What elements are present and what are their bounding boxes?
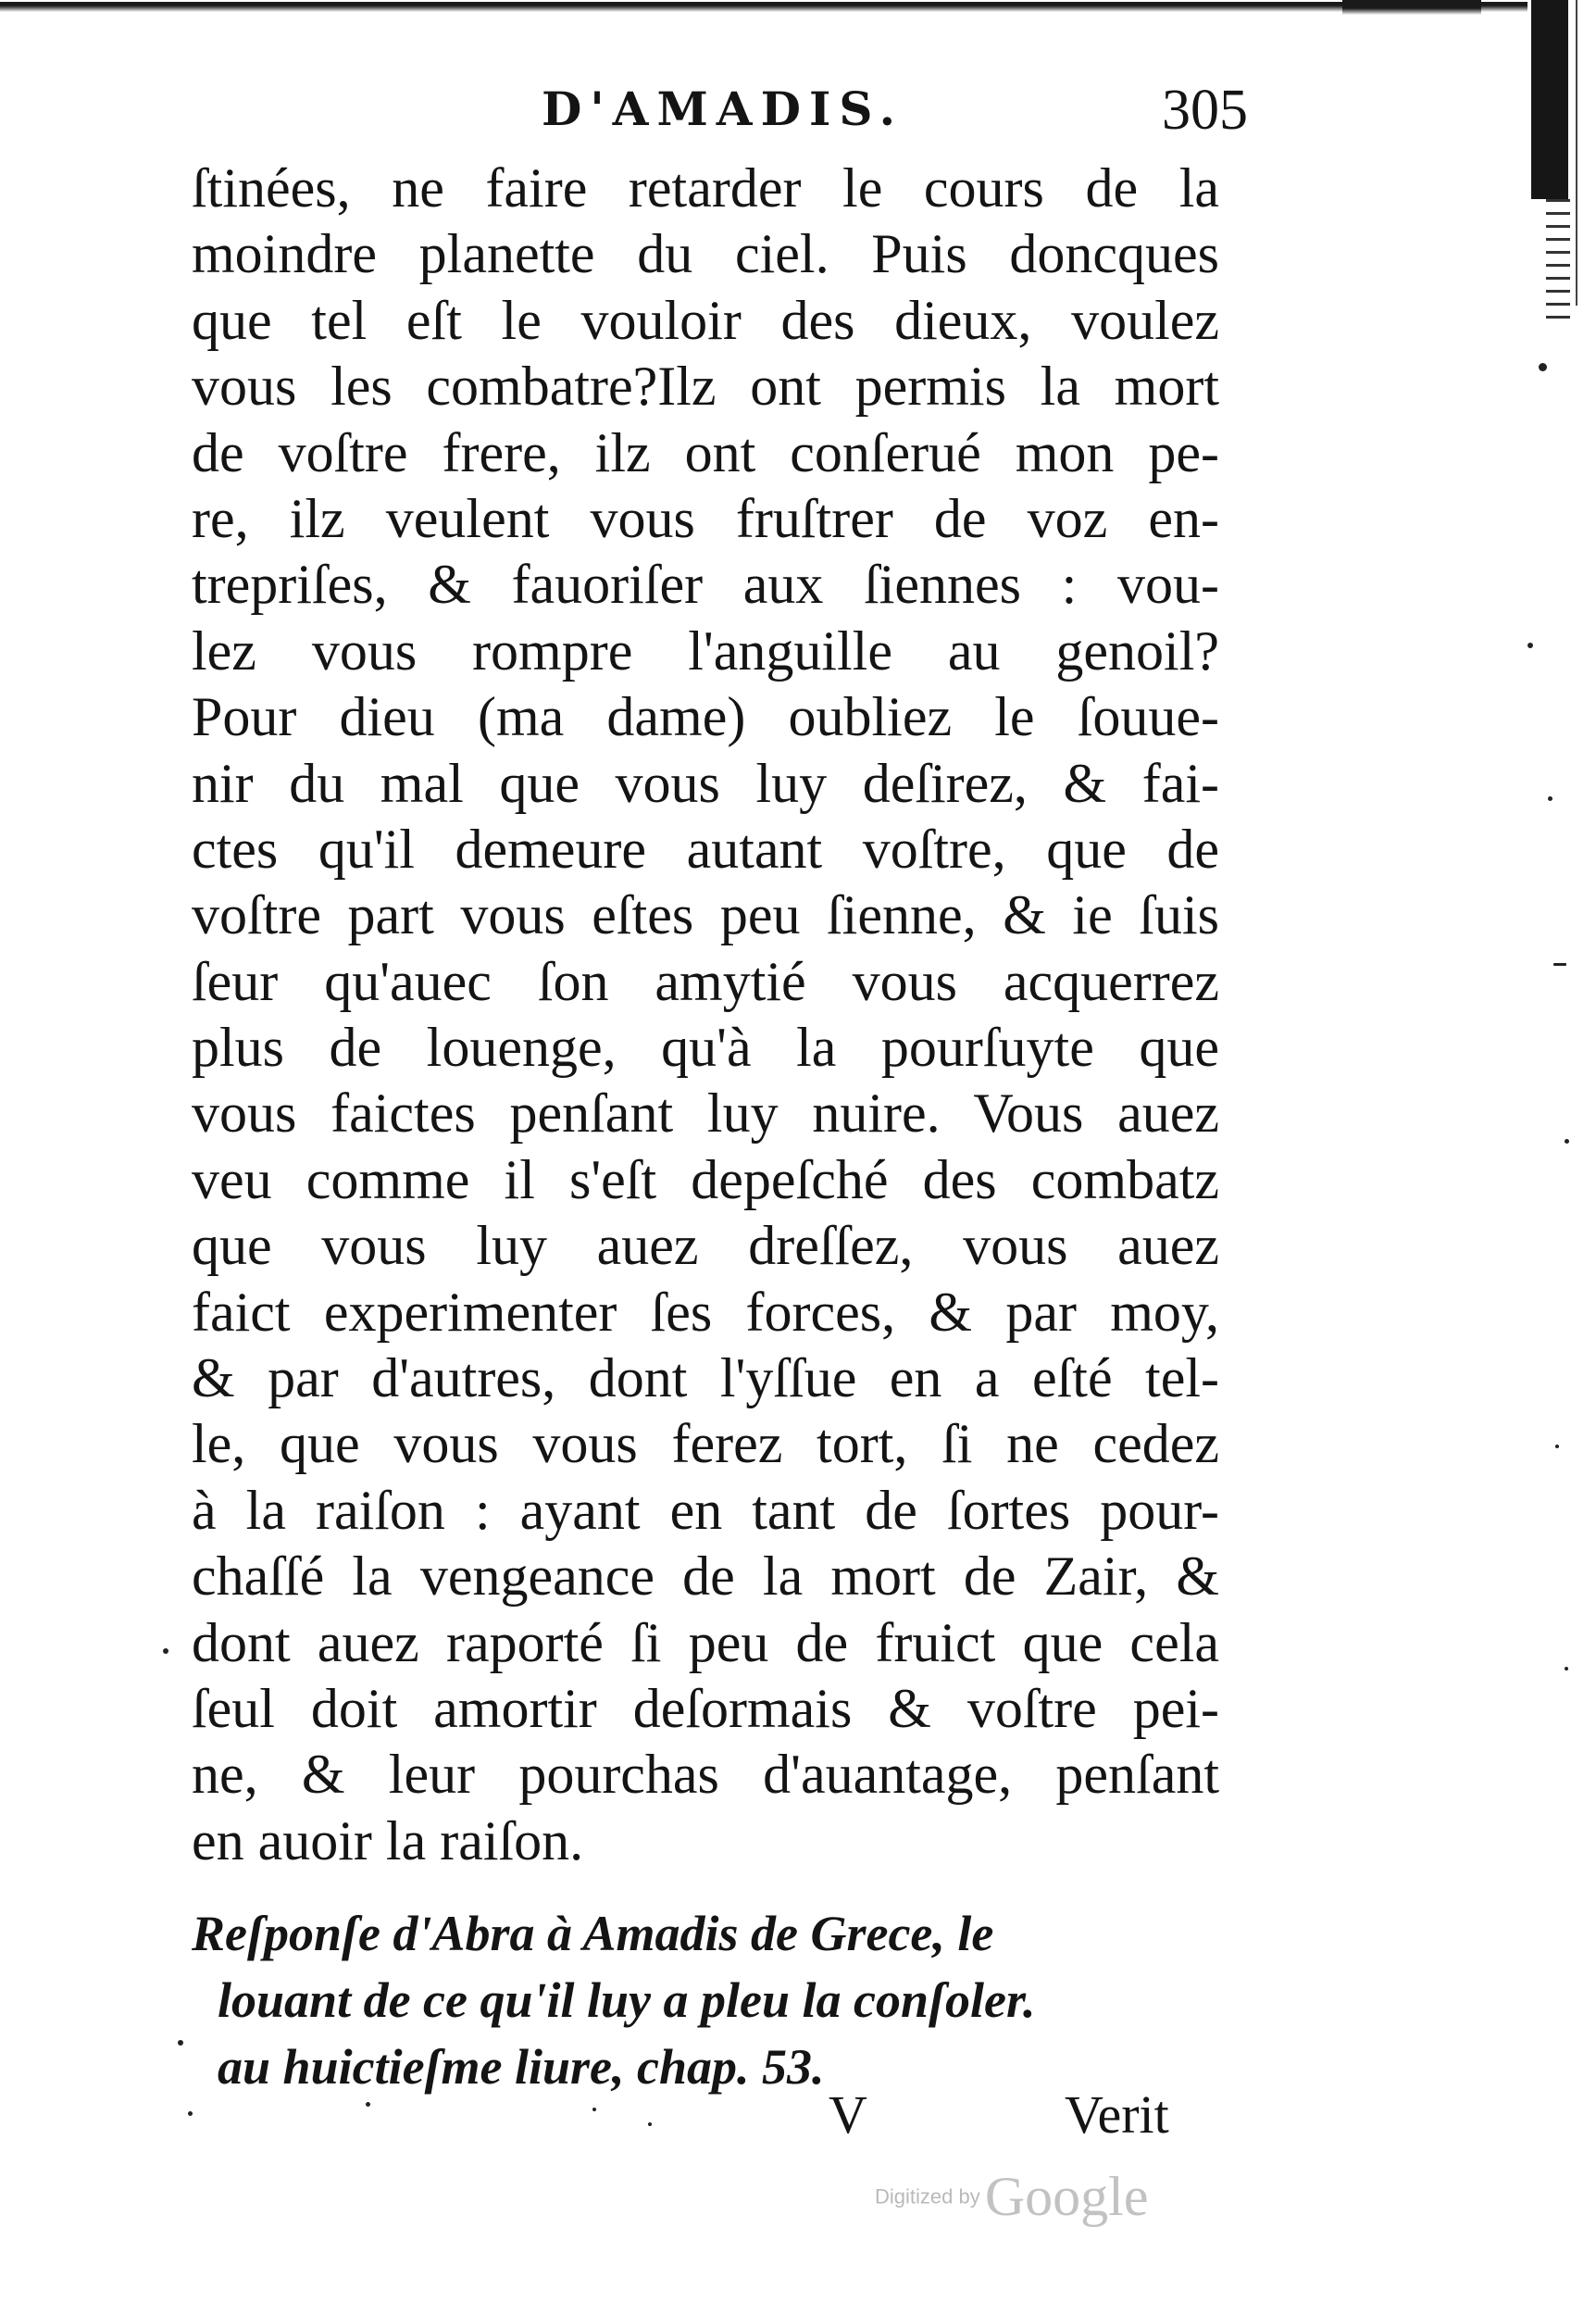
edge-line xyxy=(1576,0,1577,306)
text-line: en auoir la raiſon. xyxy=(192,1809,584,1871)
text-line: ſtinées, ne faire retarder le cours de la xyxy=(192,157,1219,219)
text-line: veu comme il s'eſt depeſché des combatz xyxy=(192,1148,1219,1210)
ink-speck xyxy=(1548,796,1552,801)
ink-speck xyxy=(1555,1445,1559,1448)
text-line: ſeul doit amortir deſormais & voſtre pei- xyxy=(192,1677,1219,1739)
text-line: re, ilz veulent vous fruſtrer de voz en- xyxy=(192,487,1219,549)
edge-tick-band xyxy=(1546,199,1570,319)
text-line: dont auez raporté ſi peu de fruict que cela xyxy=(192,1611,1219,1673)
text-line: que tel eſt le vouloir des dieux, voulez xyxy=(192,289,1219,351)
text-line: vous faictes penſant luy nuire. Vous auez xyxy=(192,1082,1219,1145)
ink-speck xyxy=(188,2111,193,2116)
text-line: ctes qu'il demeure autant voſtre, que de xyxy=(192,818,1219,880)
catchword: Verit xyxy=(1065,2084,1169,2145)
ink-speck xyxy=(648,2122,652,2126)
chapter-rubric xyxy=(192,1900,1210,2100)
text-line: chaſſé la vengeance de la mort de Zair, & xyxy=(192,1545,1219,1608)
rubric-line: louant de ce qu'il luy a pleu la conſoler. xyxy=(218,1972,1036,2028)
ink-speck xyxy=(1565,1667,1568,1671)
page-edge-shadow xyxy=(1527,0,1596,2315)
text-line: ne, & leur pourchas d'auantage, penſant xyxy=(192,1744,1219,1806)
ink-speck xyxy=(163,1648,168,1654)
text-line: lez vous rompre l'anguille au genoil? xyxy=(192,619,1219,682)
text-line: Pour dieu (ma dame) oubliez le ſouue- xyxy=(192,686,1219,748)
edge-dark-band xyxy=(1531,0,1568,199)
ink-speck xyxy=(1539,363,1547,371)
text-line: plus de louenge, qu'à la pourſuyte que xyxy=(192,1017,1219,1079)
text-line: le, que vous vous ferez tort, ſi ne cedez xyxy=(192,1413,1219,1475)
google-logo: Google xyxy=(984,2166,1149,2227)
signature-mark: V xyxy=(829,2084,867,2145)
rubric-line: Reſponſe d'Abra à Amadis de Grece, le xyxy=(192,1906,994,1961)
text-line: de voſtre frere, ilz ont conſerué mon pe- xyxy=(192,421,1219,483)
text-line: que vous luy auez dreſſez, vous auez xyxy=(192,1215,1219,1277)
digitizer-watermark xyxy=(875,2165,1148,2229)
text-line: trepriſes, & fauoriſer aux ſiennes : vou- xyxy=(192,554,1219,616)
text-line: ſeur qu'auec ſon amytié vous acquerrez xyxy=(192,950,1219,1012)
page-number: 305 xyxy=(1162,79,1248,142)
body-text xyxy=(192,156,1219,1874)
text-line: faict experimenter ſes forces, & par moy, xyxy=(192,1281,1219,1343)
ink-speck xyxy=(1565,1139,1569,1144)
ink-speck xyxy=(366,2102,370,2107)
rubric-line: au huictieſme liure, chap. 53. xyxy=(218,2039,825,2095)
text-line: voſtre part vous eſtes peu ſienne, & ie ſuis xyxy=(192,884,1219,946)
top-border-rule xyxy=(0,0,1527,13)
text-line: nir du mal que vous luy deſirez, & fai- xyxy=(192,752,1219,814)
ink-speck xyxy=(592,2108,596,2111)
ink-speck xyxy=(1553,963,1566,966)
ink-speck xyxy=(1527,643,1533,648)
text-line: & par d'autres, dont l'yſſue en a eſté tel- xyxy=(192,1347,1219,1409)
ink-speck xyxy=(178,2040,183,2046)
running-head: D'AMADIS. xyxy=(542,81,904,136)
text-line: à la raiſon : ayant en tant de ſortes pour- xyxy=(192,1479,1219,1541)
watermark-prefix: Digitized by xyxy=(875,2184,980,2209)
text-line: moindre planette du ciel. Puis doncques xyxy=(192,223,1219,285)
text-line: vous les combatre?Ilz ont permis la mort xyxy=(192,356,1219,418)
top-border-smudge xyxy=(1342,0,1481,20)
